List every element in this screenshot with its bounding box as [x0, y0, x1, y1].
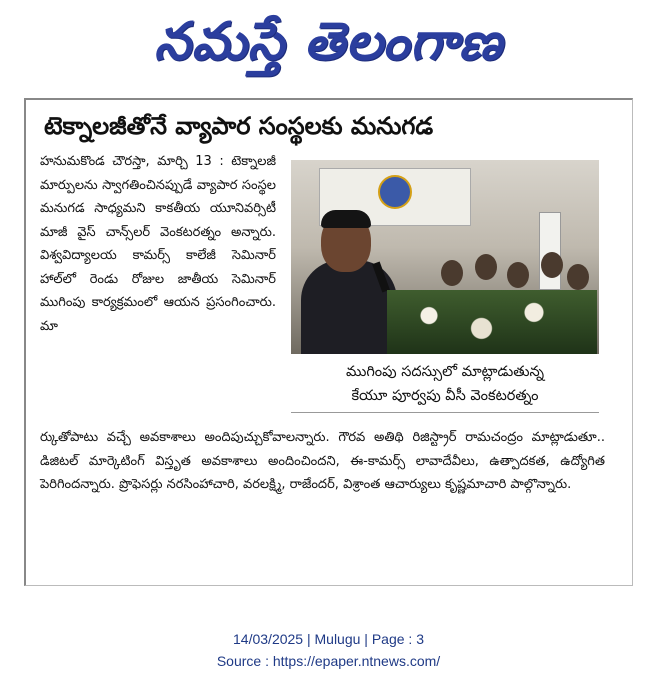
- caption-line-1: ముగింపు సదస్సులో మాట్లాడుతున్న: [345, 364, 544, 380]
- article-photo: [291, 160, 599, 354]
- footer-meta: 14/03/2025 | Mulugu | Page : 3: [233, 631, 424, 647]
- article-headline: టెక్నాలజీతోనే వ్యాపార సంస్థలకు మనుగడ: [44, 112, 434, 140]
- masthead-logo: నమస్తే తెలంగాణ: [154, 12, 503, 72]
- page-footer: [0, 628, 657, 672]
- university-seal-icon: [378, 175, 412, 209]
- caption-line-2: కేయూ పూర్వపు వీసీ వెంకటరత్నం: [351, 388, 539, 404]
- article-column-text: [40, 150, 276, 338]
- speaker-hair: [321, 210, 371, 228]
- photo-caption: [291, 360, 599, 413]
- article-continued-text: [40, 426, 605, 497]
- footer-source: Source : https://epaper.ntnews.com/: [216, 653, 441, 669]
- article-paragraph: హనుమకొండ చౌరస్తా, మార్చి 13 : టెక్నాలజీ మార్పులను స్వాగతించినప్పుడే వ్యాపార సంస్థల మనుగడ సాధ్యమని కాకతీయ యూనివర్సిటీ మాజీ వైస్ చాన్స్‌లర్ వెంకటరత్నం అన్నారు. విశ్వవిద్యాలయ కామర్స్ కాలేజీ సెమినార్ హాల్‌లో రెండు రోజుల జాతీయ సెమినార్ ముగింపు కార్యక్రమంలో ఆయన ప్రసంగించారు. మా: [40, 154, 276, 334]
- flower-decoration: [387, 290, 597, 354]
- article-paragraph-continued: ర్కుతోపాటు వచ్చే అవకాశాలు అందిపుచ్చుకోవాలన్నారు. గౌరవ అతిథి రిజిస్ట్రార్ రామచంద్రం మాట్లాడుతూ.. డిజిటల్ మార్కెటింగ్ విస్తృత అవకాశాలు అందించిందని, ఈ-కామర్స్ లావాదేవీలు, ఉత్పాదకత, ఉద్యోగిత పెరిగిందన్నారు. ప్రొఫెసర్లు నరసింహాచారి, వరలక్ష్మి, రాజేందర్, విశ్రాంత ఆచార్యులు కృష్ణమాచారి పాల్గొన్నారు.: [40, 430, 605, 492]
